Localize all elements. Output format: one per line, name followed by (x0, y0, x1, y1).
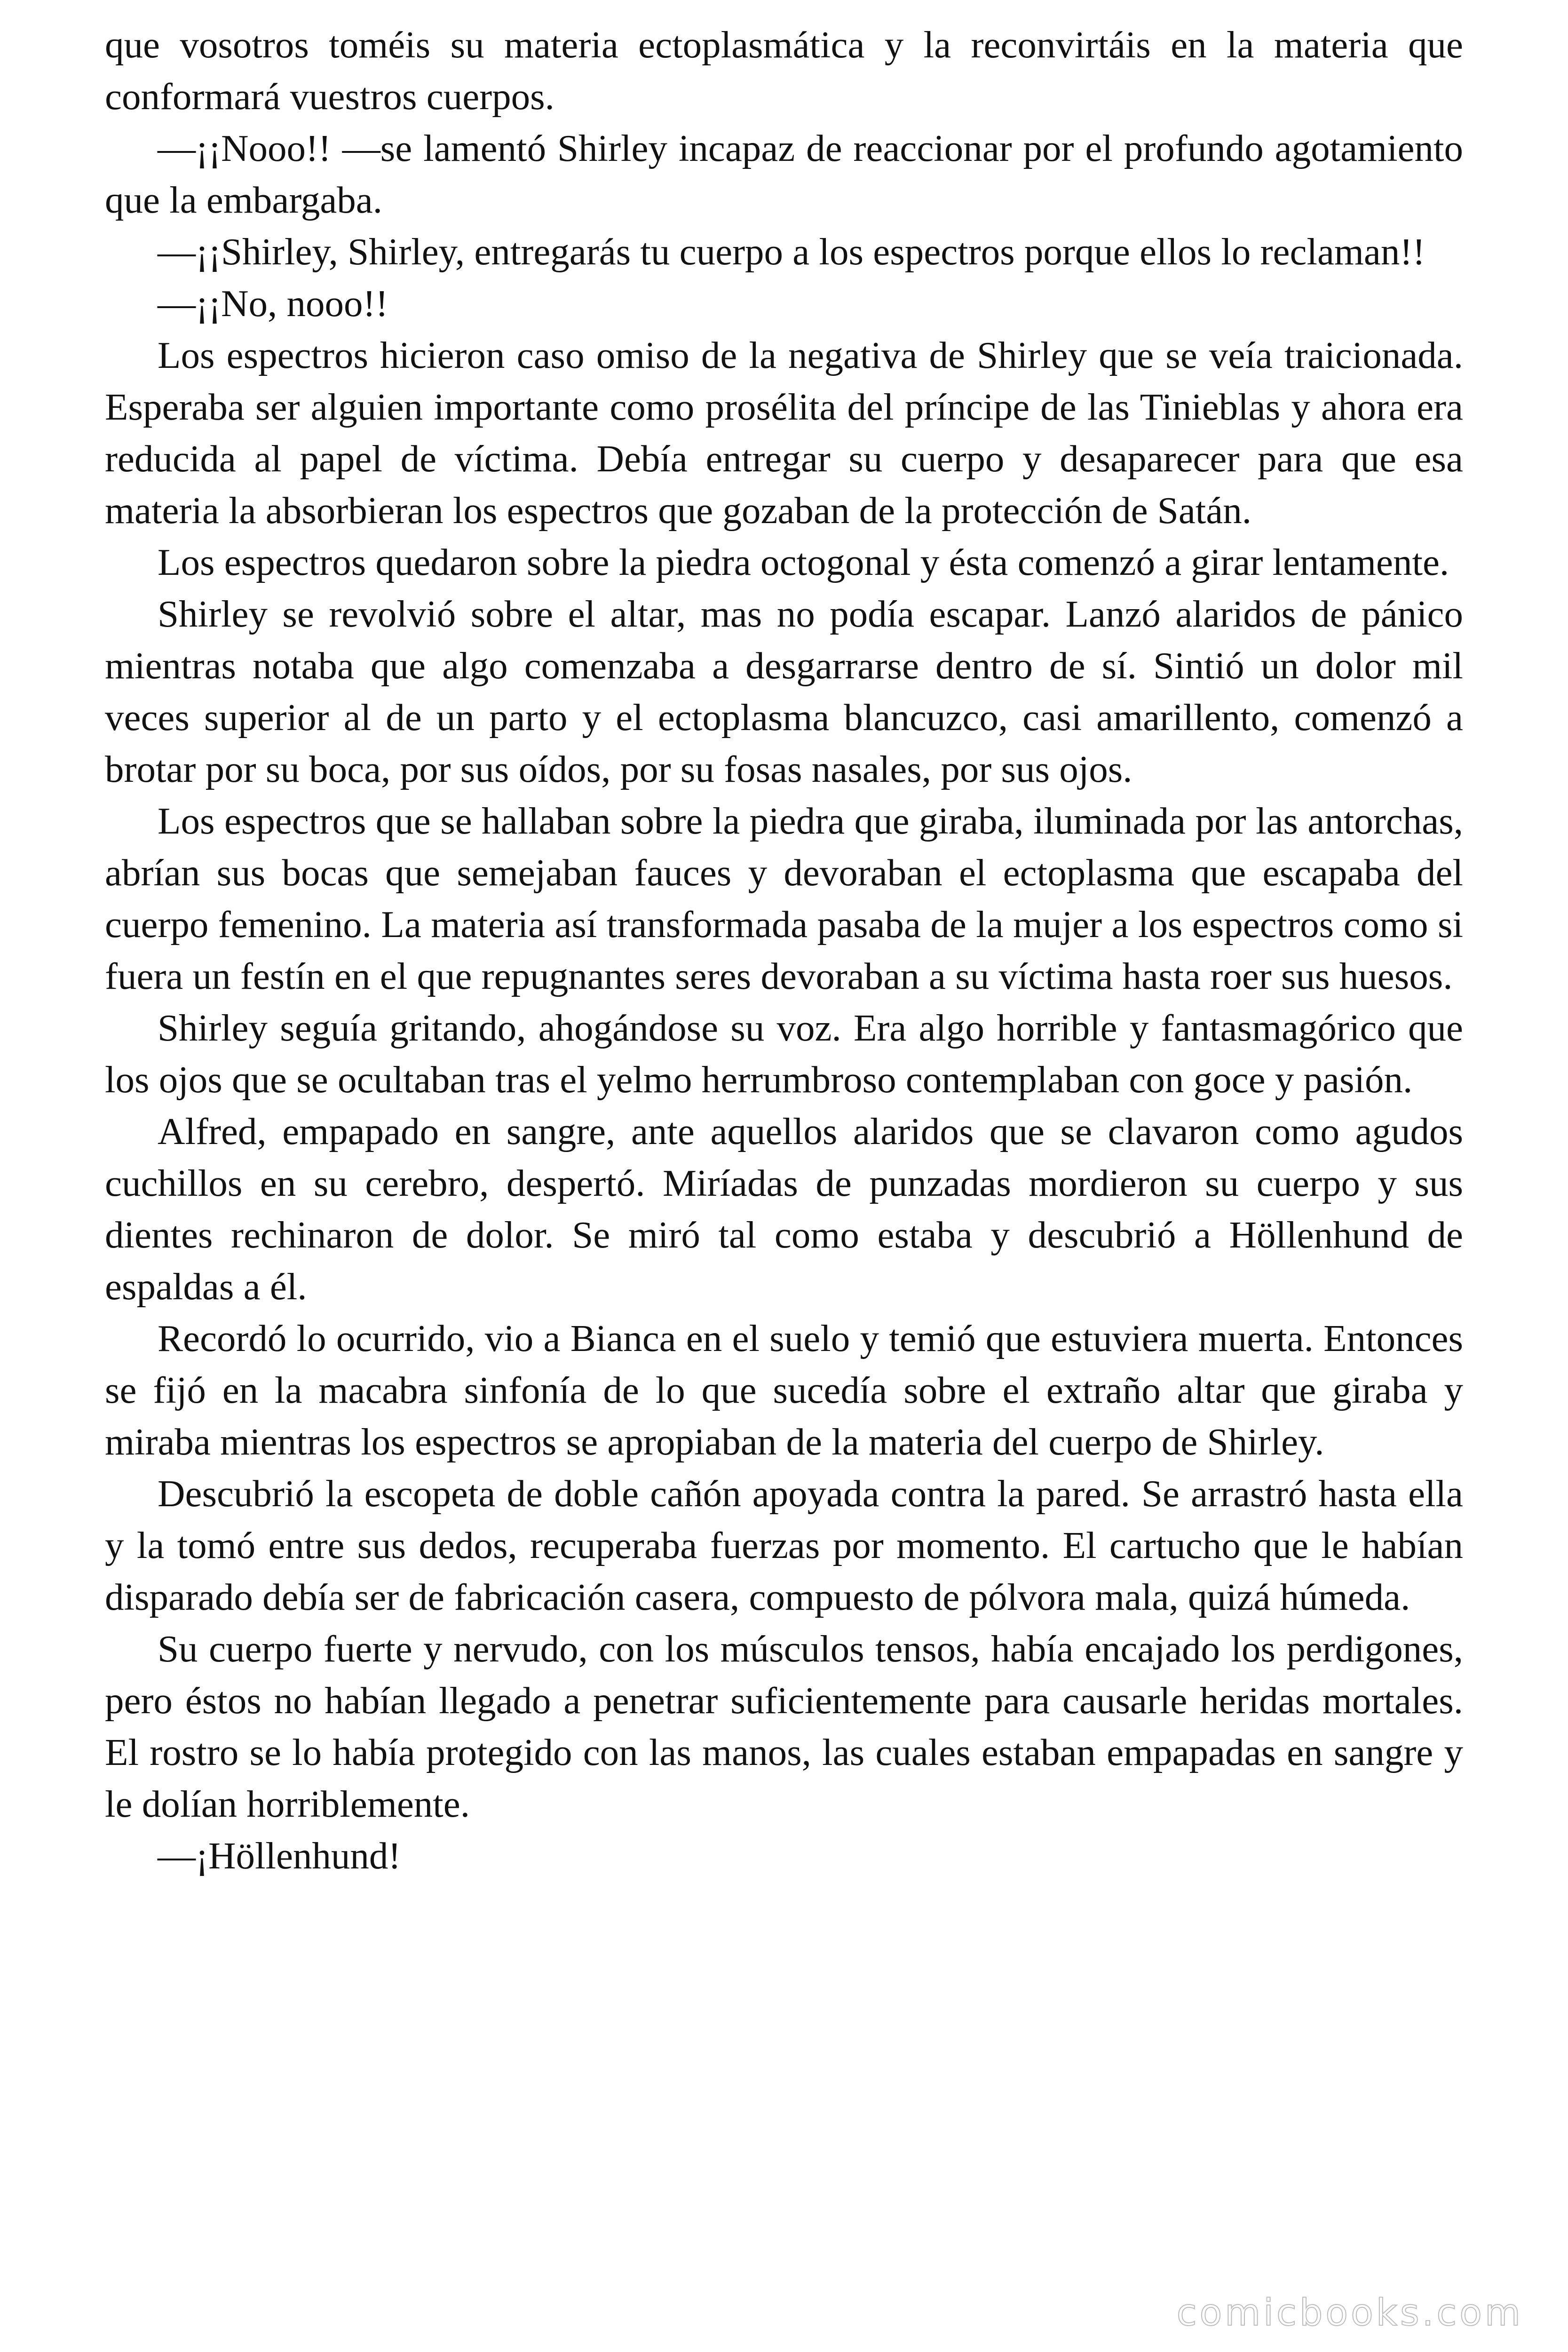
paragraph: Shirley seguía gritando, ahogándose su voz. Era algo horrible y fantasmagórico que los ojos que se ocultaban tras el yelmo herrumbroso contemplaban con goce y pasión. (105, 1007, 1463, 1101)
paragraph: —¡¡Nooo!! —se lamentó Shirley incapaz de reaccionar por el profundo agotamiento que la embargaba. (105, 127, 1463, 221)
watermark: comicbooks.com (1176, 2292, 1523, 2334)
paragraph: Shirley se revolvió sobre el altar, mas no podía escapar. Lanzó alaridos de pánico mientras notaba que algo comenzaba a desgarrarse dentro de sí. Sintió un dolor mil veces superior al de un parto y el ectoplasma blancuzco, casi amarillento, comenzó a brotar por su boca, por sus oídos, por su fosas nasales, por sus ojos. (105, 593, 1463, 790)
paragraph: Descubrió la escopeta de doble cañón apoyada contra la pared. Se arrastró hasta ella y la tomó entre sus dedos, recuperaba fuerzas por momento. El cartucho que le habían disparado debía ser de fabricación casera, compuesto de pólvora mala, quizá húmeda. (105, 1472, 1463, 1618)
book-page-text (105, 19, 1463, 1882)
paragraph: Los espectros hicieron caso omiso de la negativa de Shirley que se veía traicionada. Esperaba ser alguien importante como prosélita del príncipe de las Tinieblas y ahora era reducida al papel de víctima. Debía entregar su cuerpo y desaparecer para que esa materia la absorbieran los espectros que gozaban de la protección de Satán. (105, 334, 1463, 532)
paragraph: Los espectros que se hallaban sobre la piedra que giraba, iluminada por las antorchas, abrían sus bocas que semejaban fauces y devoraban el ectoplasma que escapaba del cuerpo femenino. La materia así transformada pasaba de la mujer a los espectros como si fuera un festín en el que repugnantes seres devoraban a su víctima hasta roer sus huesos. (105, 800, 1463, 997)
paragraph: Recordó lo ocurrido, vio a Bianca en el suelo y temió que estuviera muerta. Entonces se fijó en la macabra sinfonía de lo que sucedía sobre el extraño altar que giraba y miraba mientras los espectros se apropiaban de la materia del cuerpo de Shirley. (105, 1317, 1463, 1463)
paragraph: Los espectros quedaron sobre la piedra octogonal y ésta comenzó a girar lentamente. (158, 541, 1449, 583)
paragraph: —¡Höllenhund! (158, 1835, 401, 1877)
paragraph: Alfred, empapado en sangre, ante aquellos alaridos que se clavaron como agudos cuchillos en su cerebro, despertó. Miríadas de punzadas mordieron su cuerpo y sus dientes rechinaron de dolor. Se miró tal como estaba y descubrió a Höllenhund de espaldas a él. (105, 1110, 1463, 1308)
paragraph: —¡¡Shirley, Shirley, entregarás tu cuerpo a los espectros porque ellos lo reclaman!! (158, 230, 1425, 273)
paragraph: que vosotros toméis su materia ectoplasmática y la reconvirtáis en la materia que conformará vuestros cuerpos. (105, 24, 1463, 118)
paragraph: —¡¡No, nooo!! (158, 282, 388, 325)
paragraph: Su cuerpo fuerte y nervudo, con los músculos tensos, había encajado los perdigones, pero éstos no habían llegado a penetrar suficientemente para causarle heridas mortales. El rostro se lo había protegido con las manos, las cuales estaban empapadas en sangre y le dolían horriblemente. (105, 1628, 1463, 1825)
